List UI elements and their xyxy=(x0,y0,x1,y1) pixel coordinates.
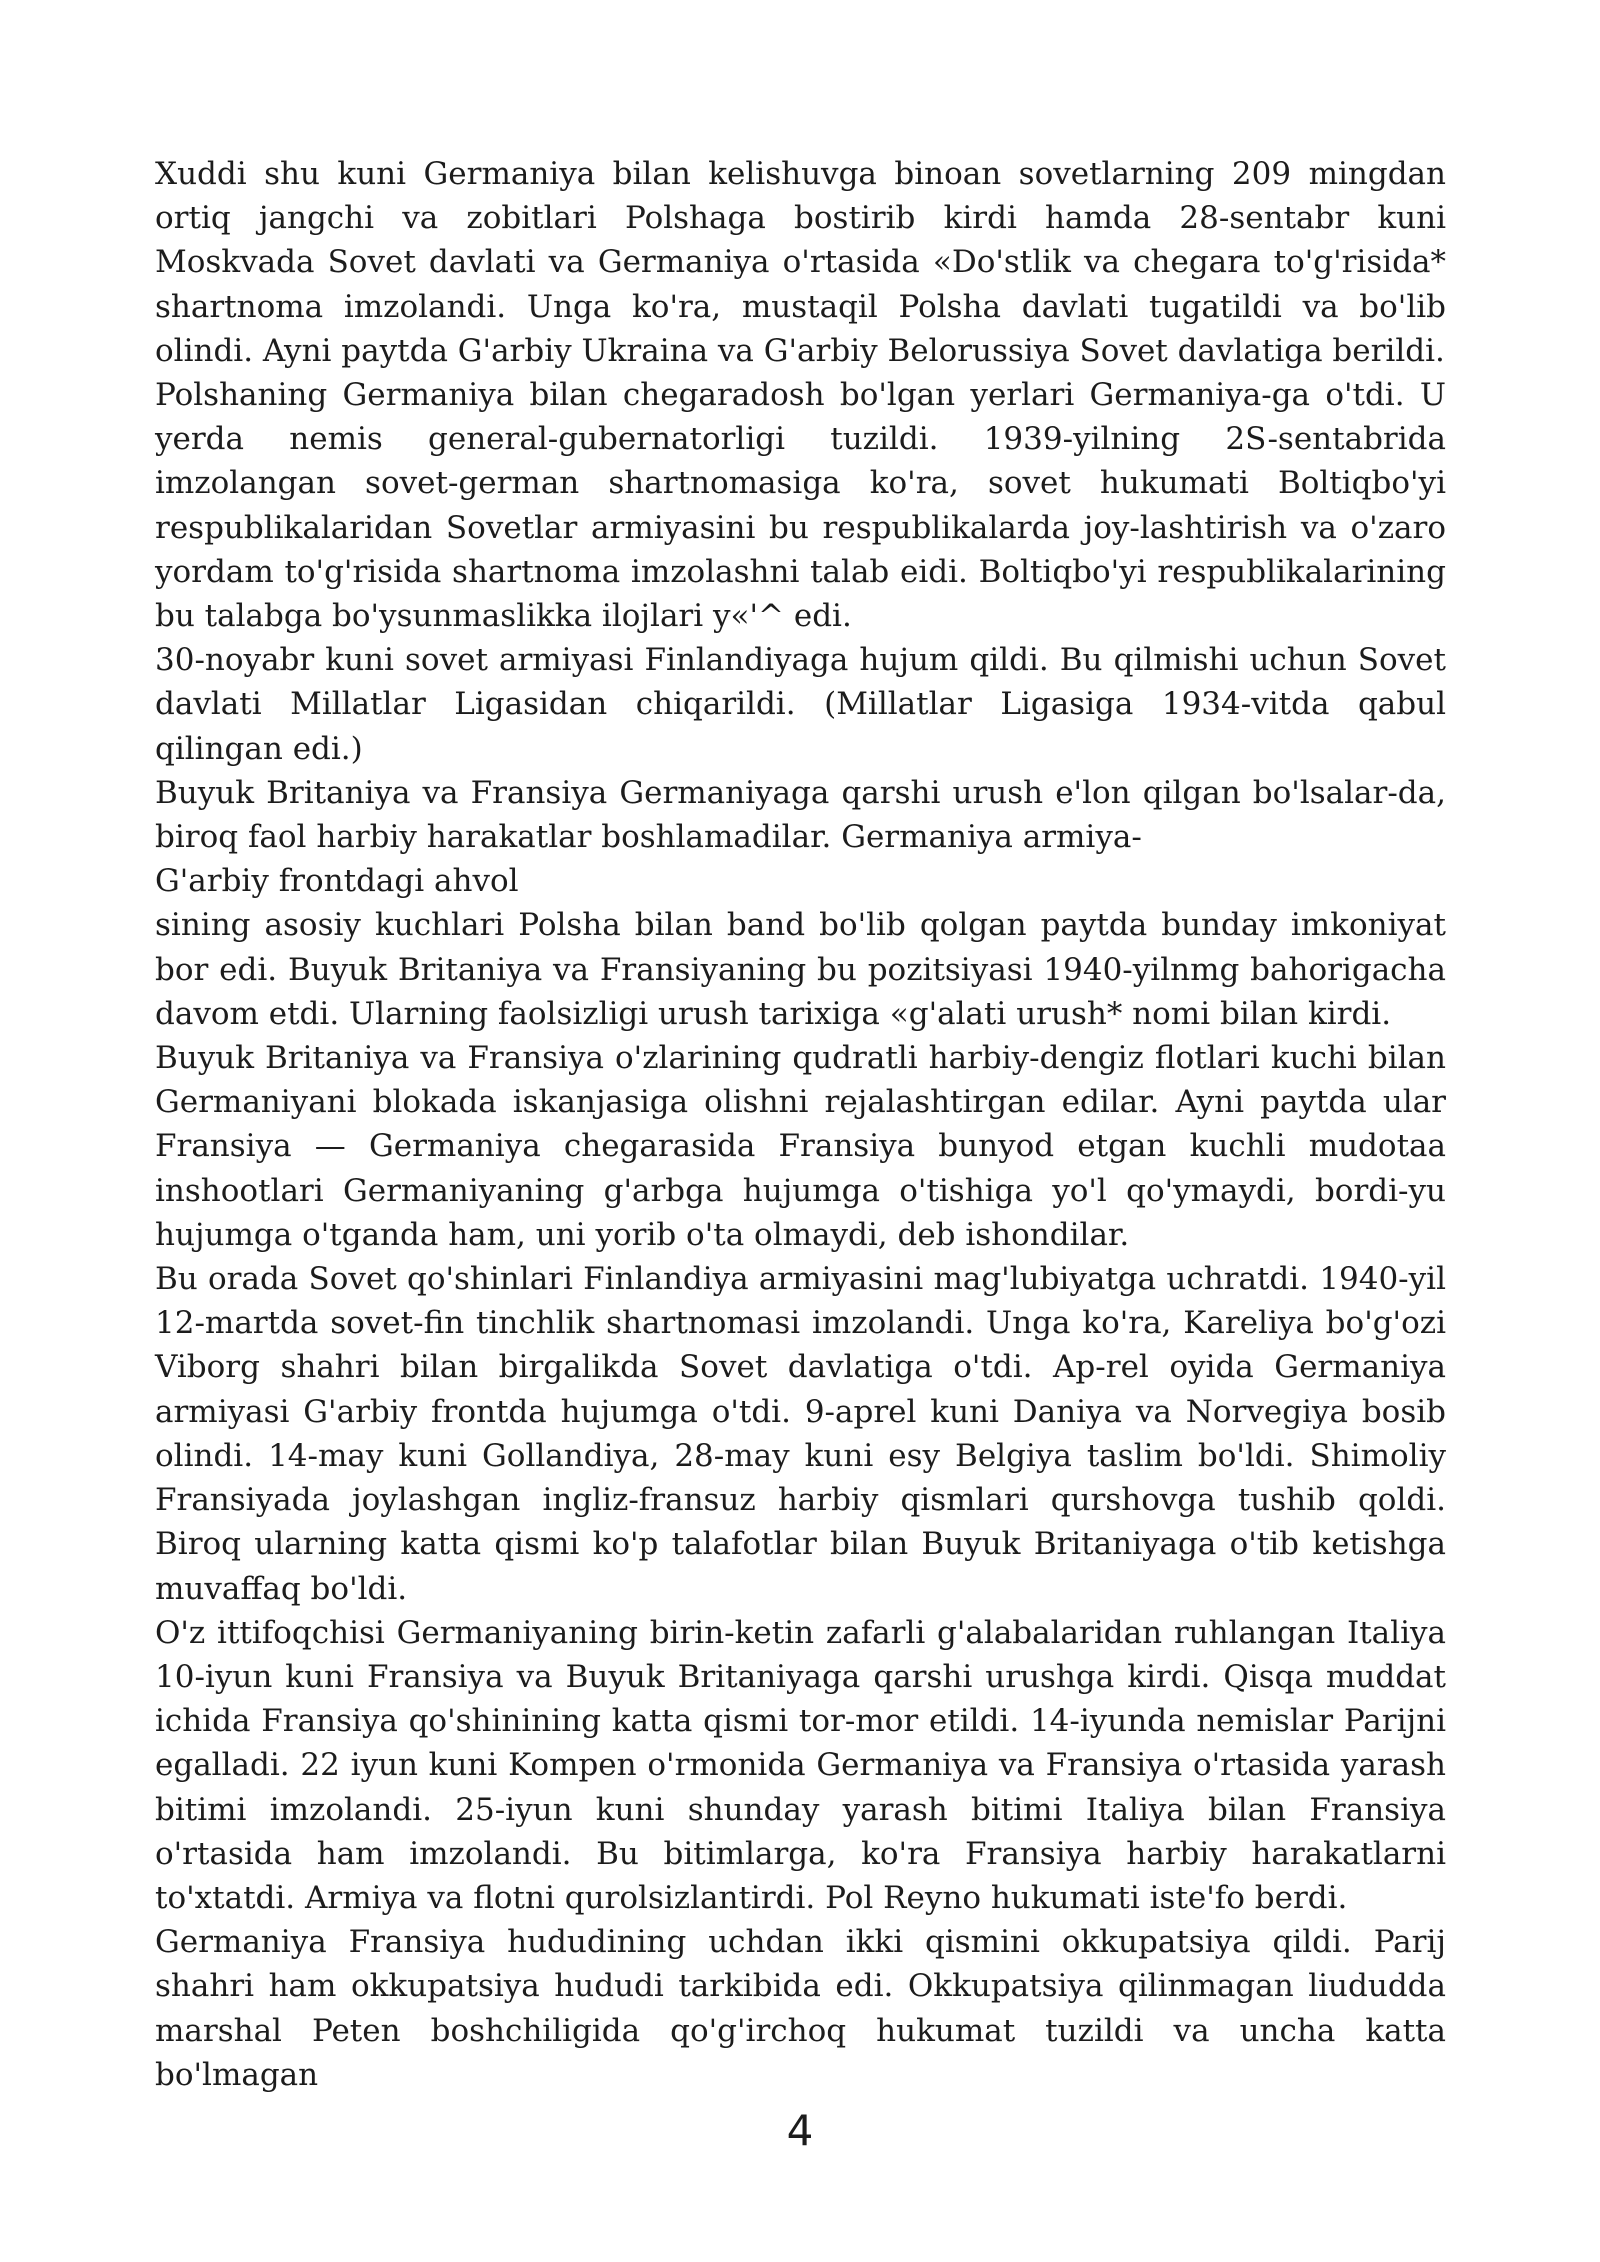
paragraph-phoney-war: sining asosiy kuchlari Polsha bilan band bo'lib qolgan paytda bunday imkoniyat bor edi. Buyuk Britaniya va Fransiyaning bu pozitsiyasi 1940-yilnmg bahorigacha davom etdi. Ularning faolsizligi urush tarixiga «g'alati urush* nomi bilan kirdi. xyxy=(155,907,1446,1032)
document-body xyxy=(155,152,1446,2097)
page-number: 4 xyxy=(786,2106,814,2155)
section-heading-western-front: G'arbiy frontdagi ahvol xyxy=(155,863,519,900)
paragraph-britain-france-war: Buyuk Britaniya va Fransiya Germaniyaga qarshi urush e'lon qilgan bo'lsalar-da, biroq faol harbiy harakatlar boshlamadilar. Germaniya armiya- xyxy=(155,774,1446,856)
paragraph-poland-partition: Polshaning Germaniya bilan chegaradosh bo'lgan yerlari Germaniya-ga o'tdi. U yerda nemis general-gubernatorligi tuzildi. 1939-yilning 2S-sentabrida imzolangan sovet-german shartnomasiga ko'ra, sovet hukumati Boltiqbo'yi respublikalaridan Sovetlar armiyasini bu respublikalarda joy-lashtirish va o'zaro yordam to'g'risida shartnoma imzolashni talab eidi. Boltiqbo'yi respublikalarining bu talabga bo'ysunmaslikka ilojlari y«'^ edi. xyxy=(155,377,1446,635)
paragraph-france-occupation: Germaniya Fransiya hududining uchdan ikki qismini okkupatsiya qildi. Parij shahri ham okkupatsiya hududi tarkibida edi. Okkupatsiya qilinmagan liududda marshal Peten boshchiligida qo'g'irchoq hukumat tuzildi va uncha katta bo'lmagan xyxy=(155,1924,1446,2093)
paragraph-finland-attack: 30-noyabr kuni sovet armiyasi Finlandiyaga hujum qildi. Bu qilmishi uchun Sovet davlati Millatlar Ligasidan chiqarildi. (Millatlar Ligasiga 1934-vitda qabul qilingan edi.) xyxy=(155,642,1446,767)
paragraph-italy-enters-war: O'z ittifoqchisi Germaniyaning birin-ketin zafarli g'alabalaridan ruhlangan Italiya 10-iyun kuni Fransiya va Buyuk Britaniyaga qarshi urushga kirdi. Qisqa muddat ichida Fransiya qo'shinining katta qismi tor-mor etildi. 14-iyunda nemislar Parijni egalladi. 22 iyun kuni Kompen o'rmonida Germaniya va Fransiya o'rtasida yarash bitimi imzolandi. 25-iyun kuni shunday yarash bitimi Italiya bilan Fransiya o'rtasida ham imzolandi. Bu bitimlarga, ko'ra Fransiya harbiy harakatlarni to'xtatdi. Armiya va flotni qurolsizlantirdi. Pol Reyno hukumati iste'fo berdi. xyxy=(155,1614,1446,1916)
paragraph-finland-defeat-western-offensive: Bu orada Sovet qo'shinlari Finlandiya armiyasini mag'lubiyatga uchratdi. 1940-yil 12-martda sovet-fin tinchlik shartnomasi imzolandi. Unga ko'ra, Kareliya bo'g'ozi Viborg shahri bilan birgalikda Sovet davlatiga o'tdi. Ap-rel oyida Germaniya armiyasi G'arbiy frontda hujumga o'tdi. 9-aprel kuni Daniya va Norvegiya bosib olindi. 14-may kuni Gollandiya, 28-may kuni esy Belgiya taslim bo'ldi. Shimoliy Fransiyada joylashgan ingliz-fransuz harbiy qismlari qurshovga tushib qoldi. Biroq ularning katta qismi ko'p talafotlar bilan Buyuk Britaniyaga o'tib ketishga muvaffaq bo'ldi. xyxy=(155,1261,1446,1607)
paragraph-blockade-plans: Buyuk Britaniya va Fransiya o'zlarining qudratli harbiy-dengiz flotlari kuchi bilan Germaniyani blokada iskanjasiga olishni rejalashtirgan edilar. Ayni paytda ular Fransiya — Germaniya chegarasida Fransiya bunyod etgan kuchli mudotaa inshootlari Germaniyaning g'arbga hujumga o'tishiga yo'l qo'ymaydi, bordi-yu hujumga o'tganda ham, uni yorib o'ta olmaydi, deb ishondilar. xyxy=(155,1040,1446,1253)
paragraph-soviet-invasion-poland: Xuddi shu kuni Germaniya bilan kelishuvga binoan sovetlarning 209 mingdan ortiq jangchi va zobitlari Polshaga bostirib kirdi hamda 28-sentabr kuni Moskvada Sovet davlati va Germaniya o'rtasida «Do'stlik va chegara to'g'risida* shartnoma imzolandi. Unga ko'ra, mustaqil Polsha davlati tugatildi va bo'lib olindi. Ayni paytda G'arbiy Ukraina va G'arbiy Belorussiya Sovet davlatiga berildi. xyxy=(155,156,1446,369)
